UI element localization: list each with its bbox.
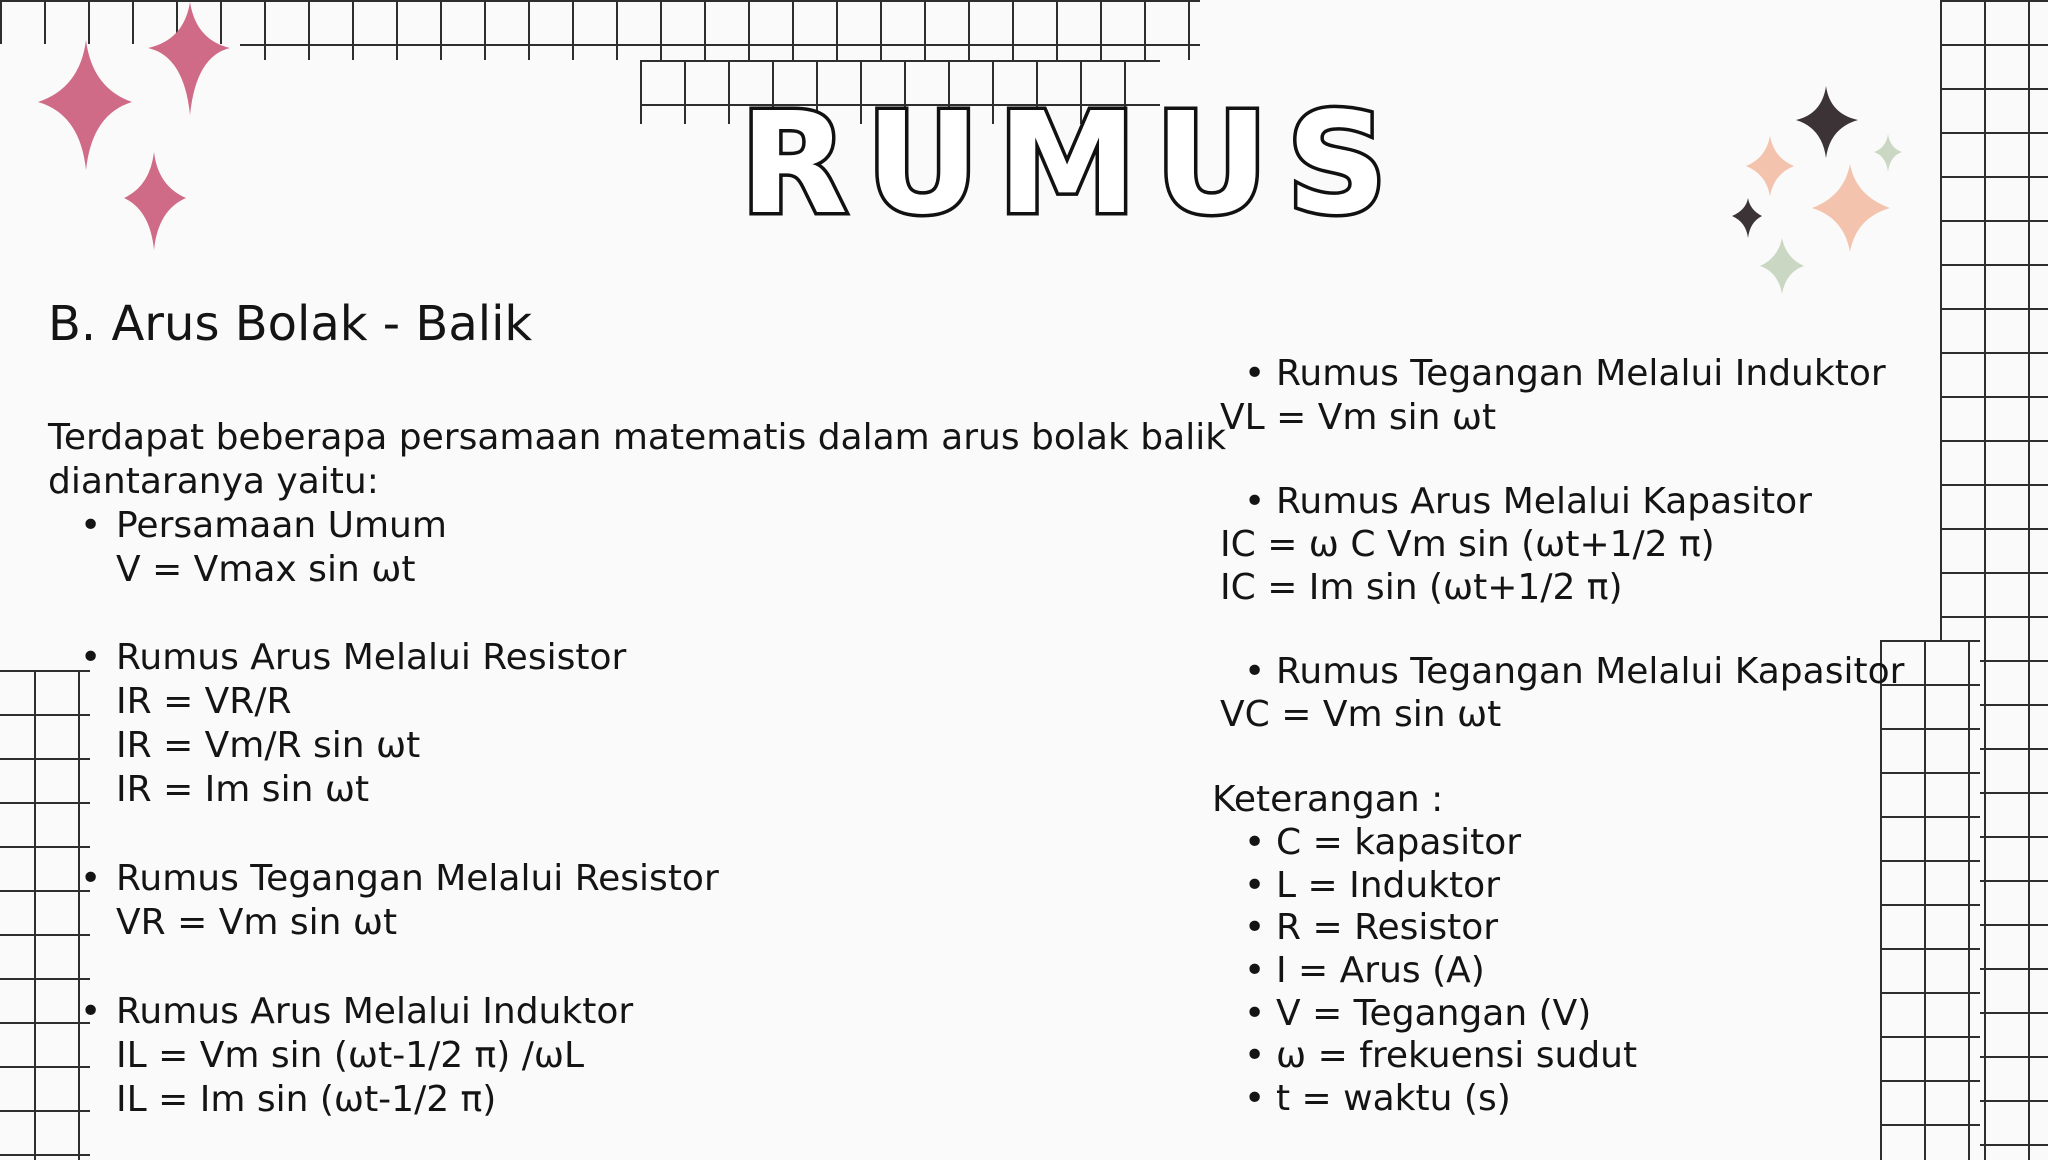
formula-heading: Persamaan Umum <box>116 505 447 546</box>
formula-heading: Rumus Tegangan Melalui Resistor <box>116 858 719 899</box>
sparkle-icon <box>1812 164 1890 252</box>
formula: IL = Im sin (ωt-1/2 π) <box>116 1079 497 1120</box>
bullet-icon: • <box>1244 865 1266 906</box>
bullet-icon: • <box>1244 907 1266 948</box>
intro-text: diantaranya yaitu: <box>48 461 379 502</box>
sparkle-icon <box>1874 134 1902 172</box>
intro-text: Terdapat beberapa persamaan matematis dalam arus bolak balik <box>48 417 1227 458</box>
sparkle-icon <box>1746 136 1794 196</box>
formula: VC = Vm sin ωt <box>1220 694 1502 735</box>
bullet-icon: • <box>1244 1078 1266 1119</box>
formula-heading: Rumus Arus Melalui Kapasitor <box>1276 481 1812 522</box>
legend-item: C = kapasitor <box>1276 822 1522 863</box>
bullet-icon: • <box>1244 1035 1266 1076</box>
formula: V = Vmax sin ωt <box>116 549 416 590</box>
sparkle-icon <box>1760 238 1804 294</box>
bullet-icon: • <box>1244 353 1266 394</box>
sparkle-icon <box>1796 86 1858 158</box>
bullet-icon: • <box>1244 950 1266 991</box>
formula: VR = Vm sin ωt <box>116 902 398 943</box>
formula: IC = Im sin (ωt+1/2 π) <box>1220 567 1623 608</box>
formula: IR = VR/R <box>116 681 292 722</box>
formula: VL = Vm sin ωt <box>1220 397 1497 438</box>
legend-item: t = waktu (s) <box>1276 1078 1511 1119</box>
section-subtitle: B. Arus Bolak - Balik <box>48 296 533 352</box>
bullet-icon: • <box>1244 822 1266 863</box>
formula: IR = Vm/R sin ωt <box>116 725 421 766</box>
bullet-icon: • <box>80 858 102 899</box>
bullet-icon: • <box>80 637 102 678</box>
grid-paper-left <box>0 670 90 1160</box>
sparkle-icon <box>124 152 186 250</box>
pink-sparkles-icon <box>30 0 250 260</box>
grid-paper-right-lower <box>1880 640 1980 1160</box>
bullet-icon: • <box>80 991 102 1032</box>
legend-heading: Keterangan : <box>1212 779 1444 820</box>
sparkle-icon <box>148 2 230 115</box>
legend-item: ω = frekuensi sudut <box>1276 1035 1638 1076</box>
formula: IL = Vm sin (ωt-1/2 π) /ωL <box>116 1035 585 1076</box>
bullet-icon: • <box>80 505 102 546</box>
formula: IC = ω C Vm sin (ωt+1/2 π) <box>1220 524 1715 565</box>
bullet-icon: • <box>1244 993 1266 1034</box>
formula-heading: Rumus Tegangan Melalui Kapasitor <box>1276 651 1905 692</box>
sparkle-icon <box>38 40 132 170</box>
formula: IR = Im sin ωt <box>116 769 370 810</box>
color-sparkles-icon <box>1720 80 1920 300</box>
legend-item: R = Resistor <box>1276 907 1499 948</box>
page-title: RUMUS <box>740 83 1406 246</box>
sparkle-icon <box>1732 198 1762 238</box>
bullet-icon: • <box>1244 651 1266 692</box>
legend-item: V = Tegangan (V) <box>1276 993 1592 1034</box>
bullet-icon: • <box>1244 481 1266 522</box>
formula-heading: Rumus Arus Melalui Resistor <box>116 637 627 678</box>
legend-item: I = Arus (A) <box>1276 950 1485 991</box>
formula-heading: Rumus Tegangan Melalui Induktor <box>1276 353 1886 394</box>
legend-item: L = Induktor <box>1276 865 1500 906</box>
formula-heading: Rumus Arus Melalui Induktor <box>116 991 634 1032</box>
